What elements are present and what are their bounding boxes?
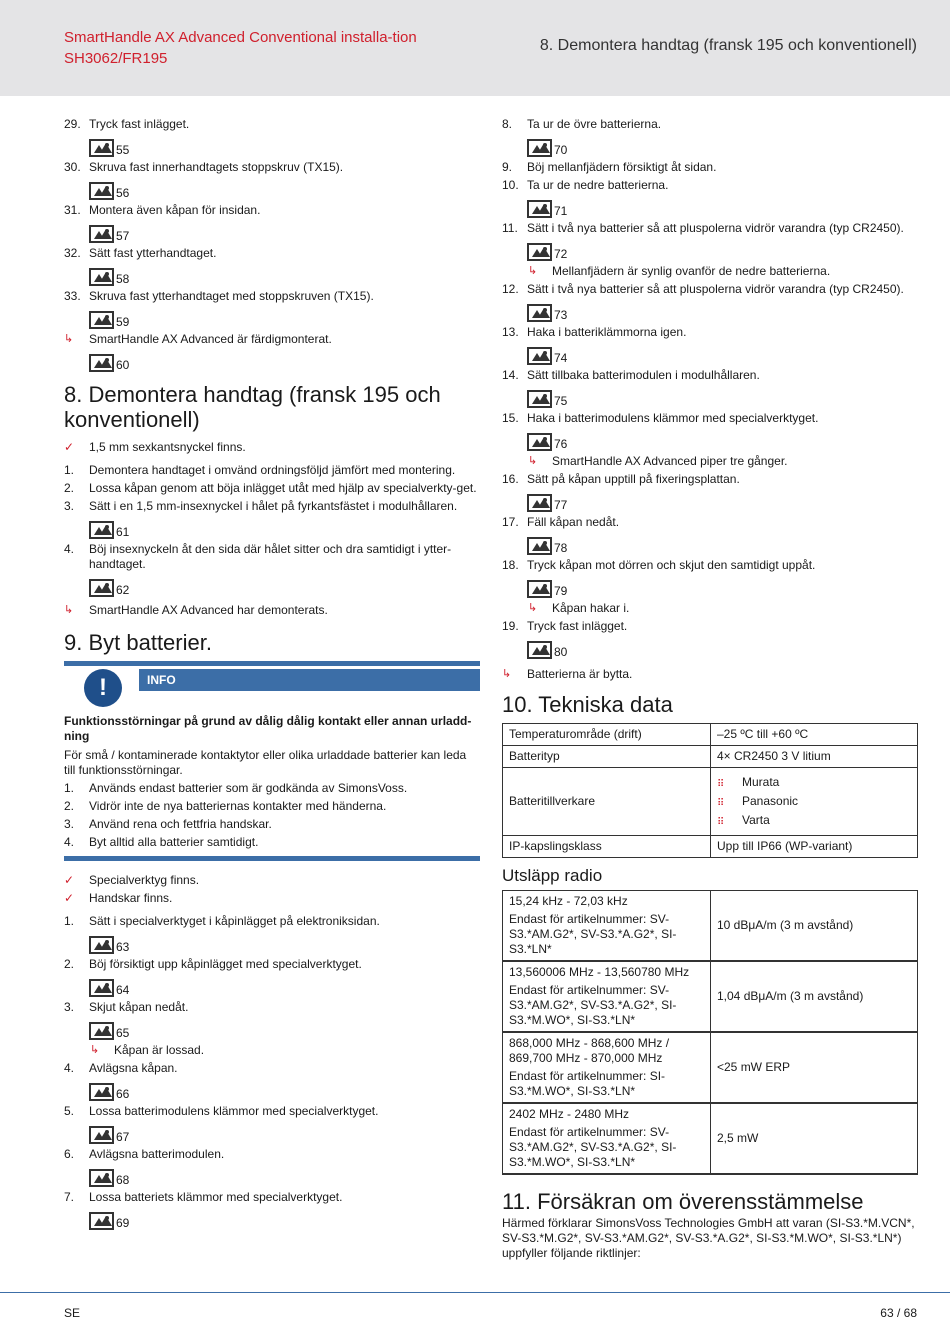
step-text: Skjut kåpan nedåt.	[89, 1000, 189, 1014]
info-list-item	[64, 799, 480, 814]
image-reference	[527, 302, 918, 322]
bullet-icon: ⠿	[717, 798, 725, 809]
info-tag: INFO	[139, 669, 480, 691]
frequency-range: 2402 MHz - 2480 MHz	[509, 1107, 630, 1121]
step-item	[64, 499, 480, 514]
step-item	[64, 1190, 480, 1205]
prerequisites	[64, 873, 480, 906]
step-number: 4.	[64, 542, 75, 556]
table-cell: 1,04 dBμA/m (3 m avstånd)	[711, 961, 918, 1032]
table-cell	[711, 768, 918, 836]
step-text: Sätt i två nya batterier så att pluspolerna vidrör varandra (typ CR2450).	[527, 282, 904, 296]
step-text: Skruva fast ytterhandtaget med stoppskruven (TX15).	[89, 289, 374, 303]
chapter-title: 8. Demontera handtag (fransk 195 och konventionell)	[539, 37, 917, 54]
list-number: 2.	[64, 799, 75, 813]
manufacturer-list	[717, 775, 911, 828]
step-number: 1.	[64, 463, 75, 477]
image-icon	[89, 354, 114, 372]
image-icon	[89, 268, 114, 286]
step-text: Sätt fast ytterhandtaget.	[89, 246, 217, 260]
image-reference	[527, 578, 918, 598]
image-reference	[527, 639, 918, 659]
table-row	[503, 1032, 918, 1103]
info-text: För små / kontaminerade kontaktytor eller olika urladdade batterier kan leda till funktionsstörningar.	[64, 748, 467, 777]
section-heading-11: 11. Försäkran om överensstämmelse	[502, 1189, 864, 1214]
step-text: Tryck kåpan mot dörren och skjut den samtidigt uppåt.	[527, 558, 816, 572]
table-cell	[503, 1103, 711, 1174]
result-arrow-icon: ↳	[528, 455, 538, 467]
prerequisite-text: Specialverktyg finns.	[89, 873, 200, 887]
image-icon	[89, 1022, 114, 1040]
step-text: Fäll kåpan nedåt.	[527, 515, 620, 529]
article-numbers: Endast för artikelnummer: SV-S3.*AM.G2*, SV-S3.*A.G2*, SI-S3.*M.WO*, SI-S3.*LN*	[509, 983, 677, 1027]
table-cell: 10 dBμA/m (3 m avstånd)	[711, 891, 918, 962]
step-item	[64, 1000, 480, 1015]
image-icon	[527, 433, 552, 451]
step-number: 2.	[64, 957, 75, 971]
image-icon	[527, 494, 552, 512]
step-text: Böj försiktigt upp kåpinlägget med specialverktyget.	[89, 957, 362, 971]
list-number: 4.	[64, 835, 75, 849]
image-reference	[527, 137, 918, 157]
step-text: Sätt tillbaka batterimodulen i modulhållaren.	[527, 368, 760, 382]
section-heading-8: 8. Demontera handtag (fransk 195 och konventionell)	[64, 382, 441, 432]
image-reference	[89, 180, 480, 200]
step-item	[64, 463, 480, 478]
step-text: Böj insexnyckeln åt den sida där hålet sitter och dra samtidigt i ytter-handtaget.	[89, 542, 452, 571]
tech-data-table	[502, 723, 918, 858]
page-number: 63 / 68	[880, 1306, 917, 1320]
image-number: 78	[554, 541, 568, 555]
step-text: Lossa batteriets klämmor med specialverktyget.	[89, 1190, 343, 1204]
check-icon: ✓	[64, 891, 75, 905]
left-column	[64, 114, 480, 1233]
step-item	[502, 411, 918, 426]
manufacturer-name: Panasonic	[742, 794, 799, 808]
bullet-icon: ⠿	[717, 817, 725, 828]
image-icon	[89, 979, 114, 997]
image-number: 59	[116, 315, 130, 329]
info-box	[64, 661, 480, 861]
step-item	[502, 160, 918, 175]
table-row	[503, 961, 918, 1032]
info-list-item	[64, 817, 480, 832]
image-icon	[527, 390, 552, 408]
step-number: 8.	[502, 117, 513, 131]
step-number: 32.	[64, 246, 81, 260]
table-row	[503, 1103, 918, 1174]
result-line	[64, 603, 480, 618]
frequency-range: 13,560006 MHz - 13,560780 MHz	[509, 965, 690, 979]
info-list-item	[64, 781, 480, 796]
step-item	[64, 117, 480, 132]
image-number: 69	[116, 1216, 130, 1230]
list-text: Används endast batterier som är godkända av SimonsVoss.	[89, 781, 408, 795]
manufacturer-item	[717, 794, 911, 809]
list-number: 3.	[64, 817, 75, 831]
image-number: 57	[116, 229, 130, 243]
image-reference	[527, 492, 918, 512]
image-reference	[527, 241, 918, 261]
step-text: Lossa kåpan genom att böja inlägget utåt med hjälp av specialverkty-get.	[89, 481, 477, 495]
prerequisite	[64, 440, 480, 455]
result-text: Mellanfjädern är synlig ovanför de nedre batterierna.	[552, 264, 831, 278]
image-icon	[527, 243, 552, 261]
step-number: 16.	[502, 472, 519, 486]
result-line	[64, 332, 480, 347]
frequency-range: 15,24 kHz - 72,03 kHz	[509, 894, 628, 908]
manufacturer-item	[717, 775, 911, 790]
step-item	[64, 289, 480, 304]
image-reference	[89, 266, 480, 286]
step-number: 3.	[64, 1000, 75, 1014]
image-reference	[527, 345, 918, 365]
image-number: 66	[116, 1087, 130, 1101]
step-number: 5.	[64, 1104, 75, 1118]
manufacturer-item	[717, 813, 911, 828]
result-text: SmartHandle AX Advanced har demonterats.	[89, 603, 328, 617]
image-number: 62	[116, 583, 130, 597]
step-item	[64, 481, 480, 496]
result-arrow-icon: ↳	[64, 333, 74, 345]
step-number: 15.	[502, 411, 519, 425]
image-icon	[89, 521, 114, 539]
declaration-text: Härmed förklarar SimonsVoss Technologies GmbH att varan (SI-S3.*M.VCN*, SV-S3.*M.G2*, SV-S3.*AM.G2*, SV-S3.*A.G2*, SI-S3.*M.WO*, SI-S3.*LN*) uppfyller följande riktlinjer:	[502, 1216, 915, 1260]
image-reference	[89, 352, 480, 372]
step-text: Haka i batteriklämmorna igen.	[527, 325, 687, 339]
manufacturer-name: Murata	[742, 775, 780, 789]
table-cell: Temperaturområde (drift)	[503, 724, 711, 746]
step-text: Haka i batterimodulens klämmor med specialverktyget.	[527, 411, 819, 425]
result-text: Kåpan hakar i.	[552, 601, 630, 615]
table-cell	[503, 891, 711, 962]
image-number: 55	[116, 143, 130, 157]
step-number: 2.	[64, 481, 75, 495]
page-header	[0, 0, 950, 96]
table-cell: <25 mW ERP	[711, 1032, 918, 1103]
image-reference	[527, 198, 918, 218]
step-text: Ta ur de övre batterierna.	[527, 117, 662, 131]
image-number: 63	[116, 940, 130, 954]
image-icon	[89, 139, 114, 157]
section-heading-9: 9. Byt batterier.	[64, 630, 212, 655]
image-reference	[89, 934, 480, 954]
step-item	[64, 914, 480, 929]
result-text: SmartHandle AX Advanced piper tre gånger.	[552, 454, 788, 468]
info-list	[64, 781, 480, 850]
step-item	[502, 619, 918, 634]
result-text: Kåpan är lossad.	[114, 1043, 205, 1057]
step-text: Montera även kåpan för insidan.	[89, 203, 261, 217]
step-text: Tryck fast inlägget.	[89, 117, 190, 131]
table-cell: –25 ºC till +60 ºC	[711, 724, 918, 746]
image-reference	[89, 223, 480, 243]
step-item	[64, 203, 480, 218]
table-cell: 4× CR2450 3 V litium	[711, 746, 918, 768]
table-cell	[503, 961, 711, 1032]
step-number: 31.	[64, 203, 81, 217]
info-title: Funktionsstörningar på grund av dålig dålig kontakt eller annan urladd-ning	[64, 714, 472, 743]
result-line	[502, 667, 918, 682]
steps-dismount	[64, 463, 480, 597]
image-reference	[89, 1124, 480, 1144]
step-text: Avlägsna batterimodulen.	[89, 1147, 225, 1161]
image-reference	[89, 577, 480, 597]
step-text: Ta ur de nedre batterierna.	[527, 178, 669, 192]
step-item	[502, 472, 918, 487]
step-text: Böj mellanfjädern försiktigt åt sidan.	[527, 160, 717, 174]
image-number: 56	[116, 186, 130, 200]
table-cell: Batterityp	[503, 746, 711, 768]
prerequisite	[64, 891, 480, 906]
step-item	[64, 542, 480, 572]
image-icon	[527, 304, 552, 322]
image-icon	[89, 225, 114, 243]
step-text: Sätt i specialverktyget i kåpinlägget på elektroniksidan.	[89, 914, 380, 928]
image-reference	[527, 388, 918, 408]
image-reference	[89, 519, 480, 539]
step-text: Sätt på kåpan upptill på fixeringsplattan.	[527, 472, 740, 486]
list-text: Vidrör inte de nya batteriernas kontakter med händerna.	[89, 799, 387, 813]
image-number: 74	[554, 351, 568, 365]
step-item	[64, 1147, 480, 1162]
step-text: Skruva fast innerhandtagets stoppskruv (TX15).	[89, 160, 344, 174]
image-reference	[89, 1167, 480, 1187]
step-number: 9.	[502, 160, 513, 174]
check-icon: ✓	[64, 440, 75, 454]
table-cell: 2,5 mW	[711, 1103, 918, 1174]
image-number: 79	[554, 584, 568, 598]
image-number: 65	[116, 1026, 130, 1040]
document-title: SmartHandle AX Advanced Conventional installa-tion SH3062/FR195	[64, 29, 417, 67]
table-cell: Upp till IP66 (WP-variant)	[711, 836, 918, 858]
step-number: 12.	[502, 282, 519, 296]
result-arrow-icon: ↳	[528, 265, 538, 277]
step-number: 6.	[64, 1147, 75, 1161]
image-number: 67	[116, 1130, 130, 1144]
image-icon	[89, 1212, 114, 1230]
list-number: 1.	[64, 781, 75, 795]
step-item	[502, 221, 918, 236]
image-number: 77	[554, 498, 568, 512]
check-icon: ✓	[64, 873, 75, 887]
step-item	[502, 117, 918, 132]
step-result	[502, 264, 918, 279]
image-number: 61	[116, 525, 130, 539]
result-text: Batterierna är bytta.	[527, 667, 633, 681]
step-text: Tryck fast inlägget.	[527, 619, 628, 633]
step-item	[64, 160, 480, 175]
image-reference	[527, 535, 918, 555]
prerequisite	[64, 873, 480, 888]
image-icon	[527, 347, 552, 365]
image-icon	[89, 1126, 114, 1144]
table-cell: Batteritillverkare	[503, 768, 711, 836]
image-number: 75	[554, 394, 568, 408]
step-item	[64, 1104, 480, 1119]
image-number: 71	[554, 204, 568, 218]
image-number: 76	[554, 437, 568, 451]
step-item	[502, 282, 918, 297]
image-number: 80	[554, 645, 568, 659]
exclamation-icon: !	[84, 669, 122, 707]
steps-battery-continued	[502, 117, 918, 659]
image-number: 58	[116, 272, 130, 286]
step-result	[502, 601, 918, 616]
step-item	[502, 558, 918, 573]
bullet-icon: ⠿	[717, 779, 725, 790]
steps-battery	[64, 914, 480, 1230]
step-number: 7.	[64, 1190, 75, 1204]
step-text: Lossa batterimodulens klämmor med specialverktyget.	[89, 1104, 379, 1118]
prerequisite-text: 1,5 mm sexkantsnyckel finns.	[89, 440, 246, 454]
step-item	[502, 178, 918, 193]
image-icon	[527, 580, 552, 598]
table-cell: IP-kapslingsklass	[503, 836, 711, 858]
step-item	[64, 957, 480, 972]
result-text: SmartHandle AX Advanced är färdigmonterat.	[89, 332, 332, 346]
steps-assembly-end	[64, 117, 480, 329]
image-reference	[527, 431, 918, 451]
image-icon	[89, 311, 114, 329]
article-numbers: Endast för artikelnummer: SV-S3.*AM.G2*, SV-S3.*A.G2*, SI-S3.*LN*	[509, 912, 677, 956]
table-row	[503, 891, 918, 962]
step-number: 13.	[502, 325, 519, 339]
article-numbers: Endast för artikelnummer: SI-S3.*M.WO*, SI-S3.*LN*	[509, 1069, 666, 1098]
image-icon	[527, 537, 552, 555]
result-arrow-icon: ↳	[90, 1044, 100, 1056]
manufacturer-name: Varta	[742, 813, 770, 827]
image-number: 73	[554, 308, 568, 322]
list-text: Byt alltid alla batterier samtidigt.	[89, 835, 259, 849]
emissions-table	[502, 890, 918, 1175]
step-number: 11.	[502, 221, 518, 235]
result-arrow-icon: ↳	[64, 604, 74, 616]
image-icon	[527, 200, 552, 218]
image-icon	[89, 1169, 114, 1187]
image-reference	[89, 977, 480, 997]
step-number: 1.	[64, 914, 75, 928]
step-number: 3.	[64, 499, 75, 513]
image-reference	[89, 1081, 480, 1101]
image-icon	[527, 641, 552, 659]
image-icon	[89, 936, 114, 954]
frequency-range: 868,000 MHz - 868,600 MHz / 869,700 MHz - 870,000 MHz	[509, 1036, 670, 1065]
step-number: 4.	[64, 1061, 75, 1075]
step-number: 18.	[502, 558, 519, 572]
right-column	[502, 114, 918, 1261]
section-heading-10: 10. Tekniska data	[502, 692, 673, 717]
step-number: 29.	[64, 117, 81, 131]
table-cell	[503, 1032, 711, 1103]
step-text: Sätt i två nya batterier så att pluspolerna vidrör varandra (typ CR2450).	[527, 221, 904, 235]
list-text: Använd rena och fettfria handskar.	[89, 817, 272, 831]
image-icon	[89, 182, 114, 200]
footer-divider	[0, 1292, 950, 1293]
image-icon	[527, 139, 552, 157]
step-item	[502, 368, 918, 383]
step-result	[64, 1043, 480, 1058]
step-number: 14.	[502, 368, 519, 382]
step-number: 17.	[502, 515, 519, 529]
prerequisite-text: Handskar finns.	[89, 891, 173, 905]
subheading-emissions: Utsläpp radio	[502, 866, 603, 885]
info-list-item	[64, 835, 480, 850]
step-number: 19.	[502, 619, 519, 633]
image-number: 68	[116, 1173, 130, 1187]
step-item	[64, 1061, 480, 1076]
result-arrow-icon: ↳	[528, 602, 538, 614]
step-number: 10.	[502, 178, 519, 192]
image-reference	[89, 1020, 480, 1040]
step-text: Sätt i en 1,5 mm-insexnyckel i hålet på fyrkantsfästet i modulhållaren.	[89, 499, 458, 513]
image-icon	[89, 579, 114, 597]
footer-language: SE	[64, 1306, 81, 1320]
image-icon	[89, 1083, 114, 1101]
step-item	[64, 246, 480, 261]
step-result	[502, 454, 918, 469]
result-arrow-icon: ↳	[502, 668, 512, 680]
step-text: Avlägsna kåpan.	[89, 1061, 178, 1075]
image-reference	[89, 137, 480, 157]
image-number: 70	[554, 143, 568, 157]
image-number: 64	[116, 983, 130, 997]
step-number: 30.	[64, 160, 81, 174]
image-reference	[89, 309, 480, 329]
image-number: 72	[554, 247, 568, 261]
step-text: Demontera handtaget i omvänd ordningsföljd jämfört med montering.	[89, 463, 456, 477]
article-numbers: Endast för artikelnummer: SV-S3.*AM.G2*, SV-S3.*A.G2*, SI-S3.*M.WO*, SI-S3.*LN*	[509, 1125, 677, 1169]
image-number: 60	[116, 358, 130, 372]
step-item	[502, 515, 918, 530]
step-item	[502, 325, 918, 340]
image-reference	[89, 1210, 480, 1230]
step-number: 33.	[64, 289, 81, 303]
